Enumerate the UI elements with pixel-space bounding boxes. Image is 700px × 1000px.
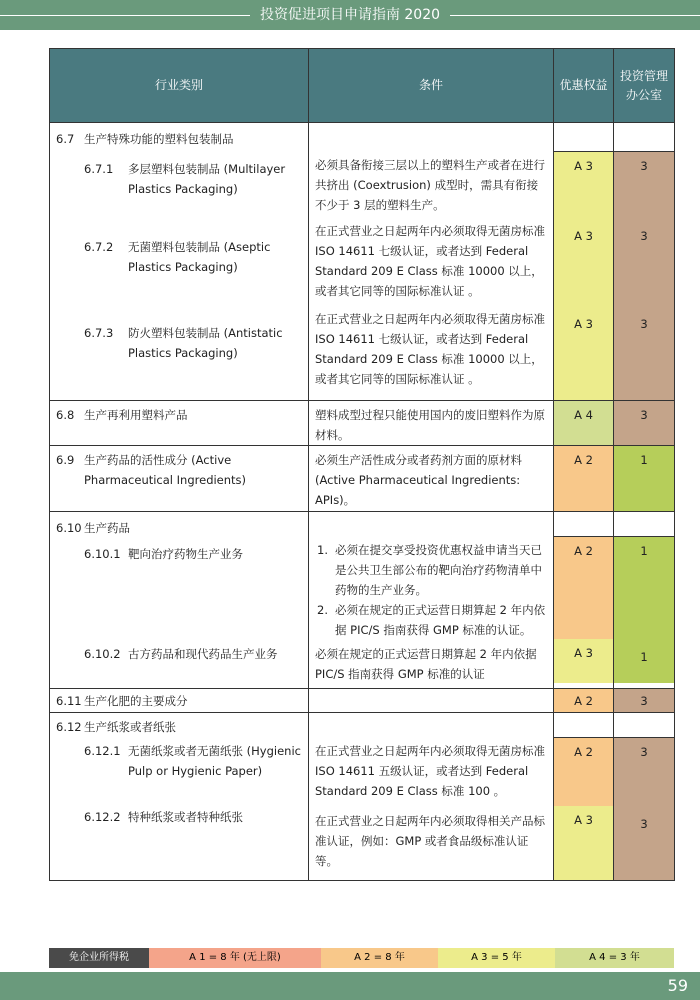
table-row [50,123,675,401]
benefit-cell: A 2 A 3 [554,713,614,881]
condition-cell: 1. 必须在提交享受投资优惠权益申请当天已是公共卫生部公布的靶向治疗药物清单中药物的生产业务。 2. 必须在规定的正式运营日期算起 2 年内依据 PIC/S 指南获得 GMP 标准的认证。 必须在规定的正式运营日期算起 2 年内依据 PIC/S 指南获得 GMP 标准的认证 [309,512,554,689]
office-cell: 3 3 [614,713,675,881]
benefit-value: A 3 [574,229,593,243]
office-value: 3 [640,317,648,331]
benefit-cell: A 4 [554,401,614,446]
condition-cell [309,689,554,713]
category-cell: 6.8 生产再利用塑料产品 [50,401,309,446]
legend-a3: A 3 = 5 年 [438,948,555,968]
condition-text: 在正式营业之日起两年内必须取得无菌房标准 ISO 14611 七级认证，或者达到 Federal Standard 209 E Class 标准 10000 以上，或者其它同等的国际标准认证 。 [315,312,545,386]
category-cell: 6.9 生产药品的活性成分 (Active Pharmaceutical Ingredients) [50,446,309,512]
table-row [50,689,675,713]
legend-a1: A 1 = 8 年 (无上限) [149,948,321,968]
benefit-cell: A 2 [554,446,614,512]
condition-cell: 必须生产活性成分或者药剂方面的原材料 (Active Pharmaceutical Ingredients: APIs)。 [309,446,554,512]
office-cell: 1 [614,446,675,512]
industry-table [49,48,675,881]
top-banner [0,0,700,30]
benefit-cell: A 2 A 3 [554,512,614,689]
office-cell: 1 1 [614,512,675,689]
legend-tax-exempt: 免企业所得税 [49,948,149,968]
condition-list: 1. 必须在提交享受投资优惠权益申请当天已是公共卫生部公布的靶向治疗药物清单中药物的生产业务。 2. 必须在规定的正式运营日期算起 2 年内依据 PIC/S 指南获得 GMP 标准的认证。 [317,543,546,637]
condition-cell: 塑料成型过程只能使用国内的废旧塑料作为原材料。 [309,401,554,446]
office-value: 3 [640,229,648,243]
benefit-value: A 3 [574,317,593,331]
header-office: 投资管理办公室 [614,49,675,123]
document-title: 投资促进项目申请指南 2020 [0,0,700,30]
page-number: 59 [667,976,688,995]
header-industry: 行业类别 [50,49,309,123]
table-header-row [50,49,675,123]
condition-text: 在正式营业之日起两年内必须取得无菌房标准 ISO 14611 七级认证，或者达到 Federal Standard 209 E Class 标准 10000 以上，或者其它同等的国际标准认证 。 [315,224,545,298]
benefit-value: A 3 [574,159,593,173]
condition-text: 必须具备衔接三层以上的塑料生产或者在进行共挤出 (Coextrusion) 成型时，需具有衔接不少于 3 层的塑料生产。 [315,158,545,212]
table-row [50,401,675,446]
legend-a2: A 2 = 8 年 [321,948,438,968]
condition-cell [309,123,554,401]
office-cell: 3 [614,689,675,713]
office-value: 3 [640,159,648,173]
table-row [50,446,675,512]
legend-bar [49,948,674,968]
category-cell: 6.11 生产化肥的主要成分 [50,689,309,713]
category-cell: 6.12 生产纸浆或者纸张 6.12.1 无菌纸浆或者无菌纸张 (Hygienic Pulp or Hygienic Paper) 6.12.2 特种纸浆或者特种纸张 [50,713,309,881]
category-cell: 6.7 生产特殊功能的塑料包装制品 6.7.1 多层塑料包装制品 (Multilayer Plastics Packaging) 6.7.2 无菌塑料包装制品 (Aseptic Plastics Packaging) 6.7.3 防火塑料包装制品 (Antistatic Plastics Packaging) [50,123,309,401]
office-cell [614,123,675,401]
office-cell: 3 [614,401,675,446]
legend-a4: A 4 = 3 年 [555,948,674,968]
bottom-banner [0,972,700,1000]
benefit-cell [554,123,614,401]
header-condition: 条件 [309,49,554,123]
benefit-cell: A 2 [554,689,614,713]
category-cell: 6.10 生产药品 6.10.1 靶向治疗药物生产业务 6.10.2 古方药品和现代药品生产业务 [50,512,309,689]
table-row [50,512,675,689]
table-row [50,713,675,881]
header-benefit: 优惠权益 [554,49,614,123]
condition-cell: 在正式营业之日起两年内必须取得无菌房标准 ISO 14611 五级认证，或者达到 Federal Standard 209 E Class 标准 100 。 在正式营业之日起两年内必须取得相关产品标准认证，例如：GMP 或者食品级标准认证等。 [309,713,554,881]
